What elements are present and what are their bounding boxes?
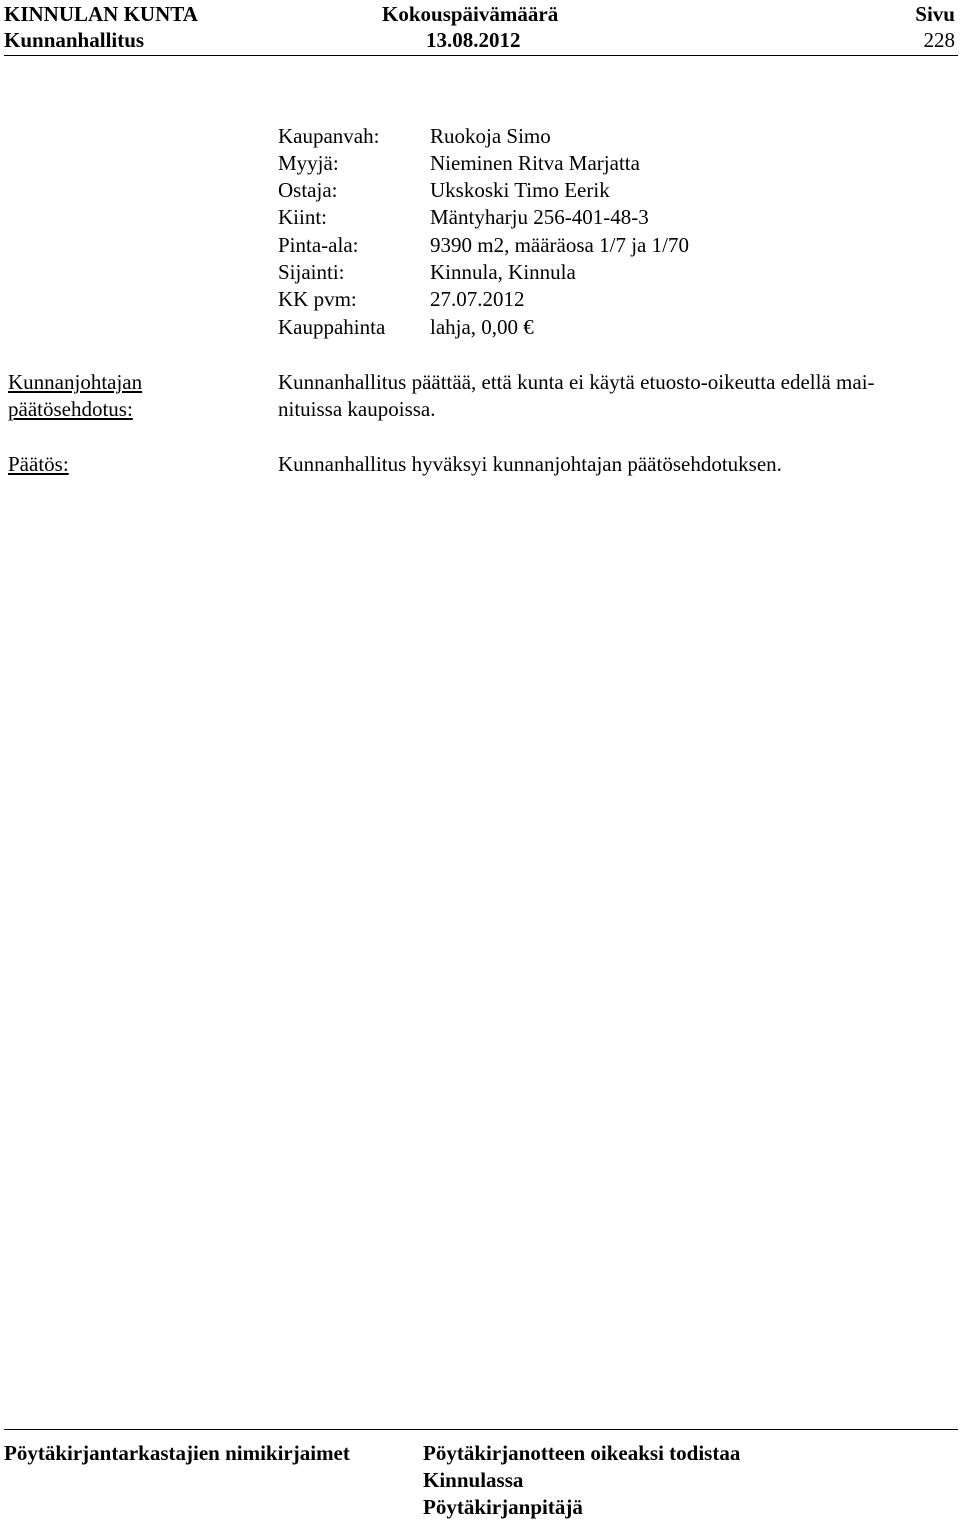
footer-location: Kinnulassa bbox=[423, 1468, 524, 1492]
footer-initials-label: Pöytäkirjantarkastajien nimikirjaimet bbox=[4, 1441, 350, 1465]
detail-label: Pinta-ala: bbox=[278, 233, 359, 257]
proposal-label: Kunnanjohtajan bbox=[8, 370, 143, 394]
municipality-name: KINNULAN KUNTA bbox=[4, 2, 198, 26]
detail-label: Kauppahinta bbox=[278, 315, 386, 339]
footer-secretary: Pöytäkirjanpitäjä bbox=[423, 1495, 583, 1519]
detail-value: Nieminen Ritva Marjatta bbox=[430, 151, 640, 175]
detail-value: Kinnula, Kinnula bbox=[430, 260, 576, 284]
governing-body: Kunnanhallitus bbox=[4, 28, 145, 52]
detail-value: Mäntyharju 256-401-48-3 bbox=[430, 205, 649, 229]
page-label: Sivu bbox=[915, 2, 955, 26]
detail-label: Kiint: bbox=[278, 205, 328, 229]
detail-value: Ruokoja Simo bbox=[430, 124, 551, 148]
detail-value: 27.07.2012 bbox=[430, 287, 525, 311]
proposal-label: päätösehdotus: bbox=[8, 397, 133, 421]
decision-text: Kunnanhallitus hyväksyi kunnanjohtajan päätösehdotuksen. bbox=[278, 452, 782, 476]
footer-certification: Pöytäkirjanotteen oikeaksi todistaa bbox=[423, 1441, 741, 1465]
detail-label: KK pvm: bbox=[278, 287, 357, 311]
detail-label: Sijainti: bbox=[278, 260, 345, 284]
page-number: 228 bbox=[923, 28, 955, 52]
detail-label: Kaupanvah: bbox=[278, 124, 380, 148]
detail-label: Myyjä: bbox=[278, 151, 339, 175]
decision-label: Päätös: bbox=[8, 452, 69, 476]
footer-rule bbox=[4, 1429, 958, 1430]
meeting-date-label: Kokouspäivämäärä bbox=[382, 2, 559, 26]
header-rule bbox=[4, 55, 958, 56]
proposal-text: Kunnanhallitus päättää, että kunta ei käytä etuosto-oikeutta edellä mai- bbox=[278, 370, 875, 394]
meeting-date: 13.08.2012 bbox=[426, 28, 521, 52]
detail-label: Ostaja: bbox=[278, 178, 338, 202]
detail-value: lahja, 0,00 € bbox=[430, 315, 534, 339]
proposal-text: nituissa kaupoissa. bbox=[278, 397, 436, 421]
detail-value: 9390 m2, määräosa 1/7 ja 1/70 bbox=[430, 233, 689, 257]
detail-value: Ukskoski Timo Eerik bbox=[430, 178, 610, 202]
